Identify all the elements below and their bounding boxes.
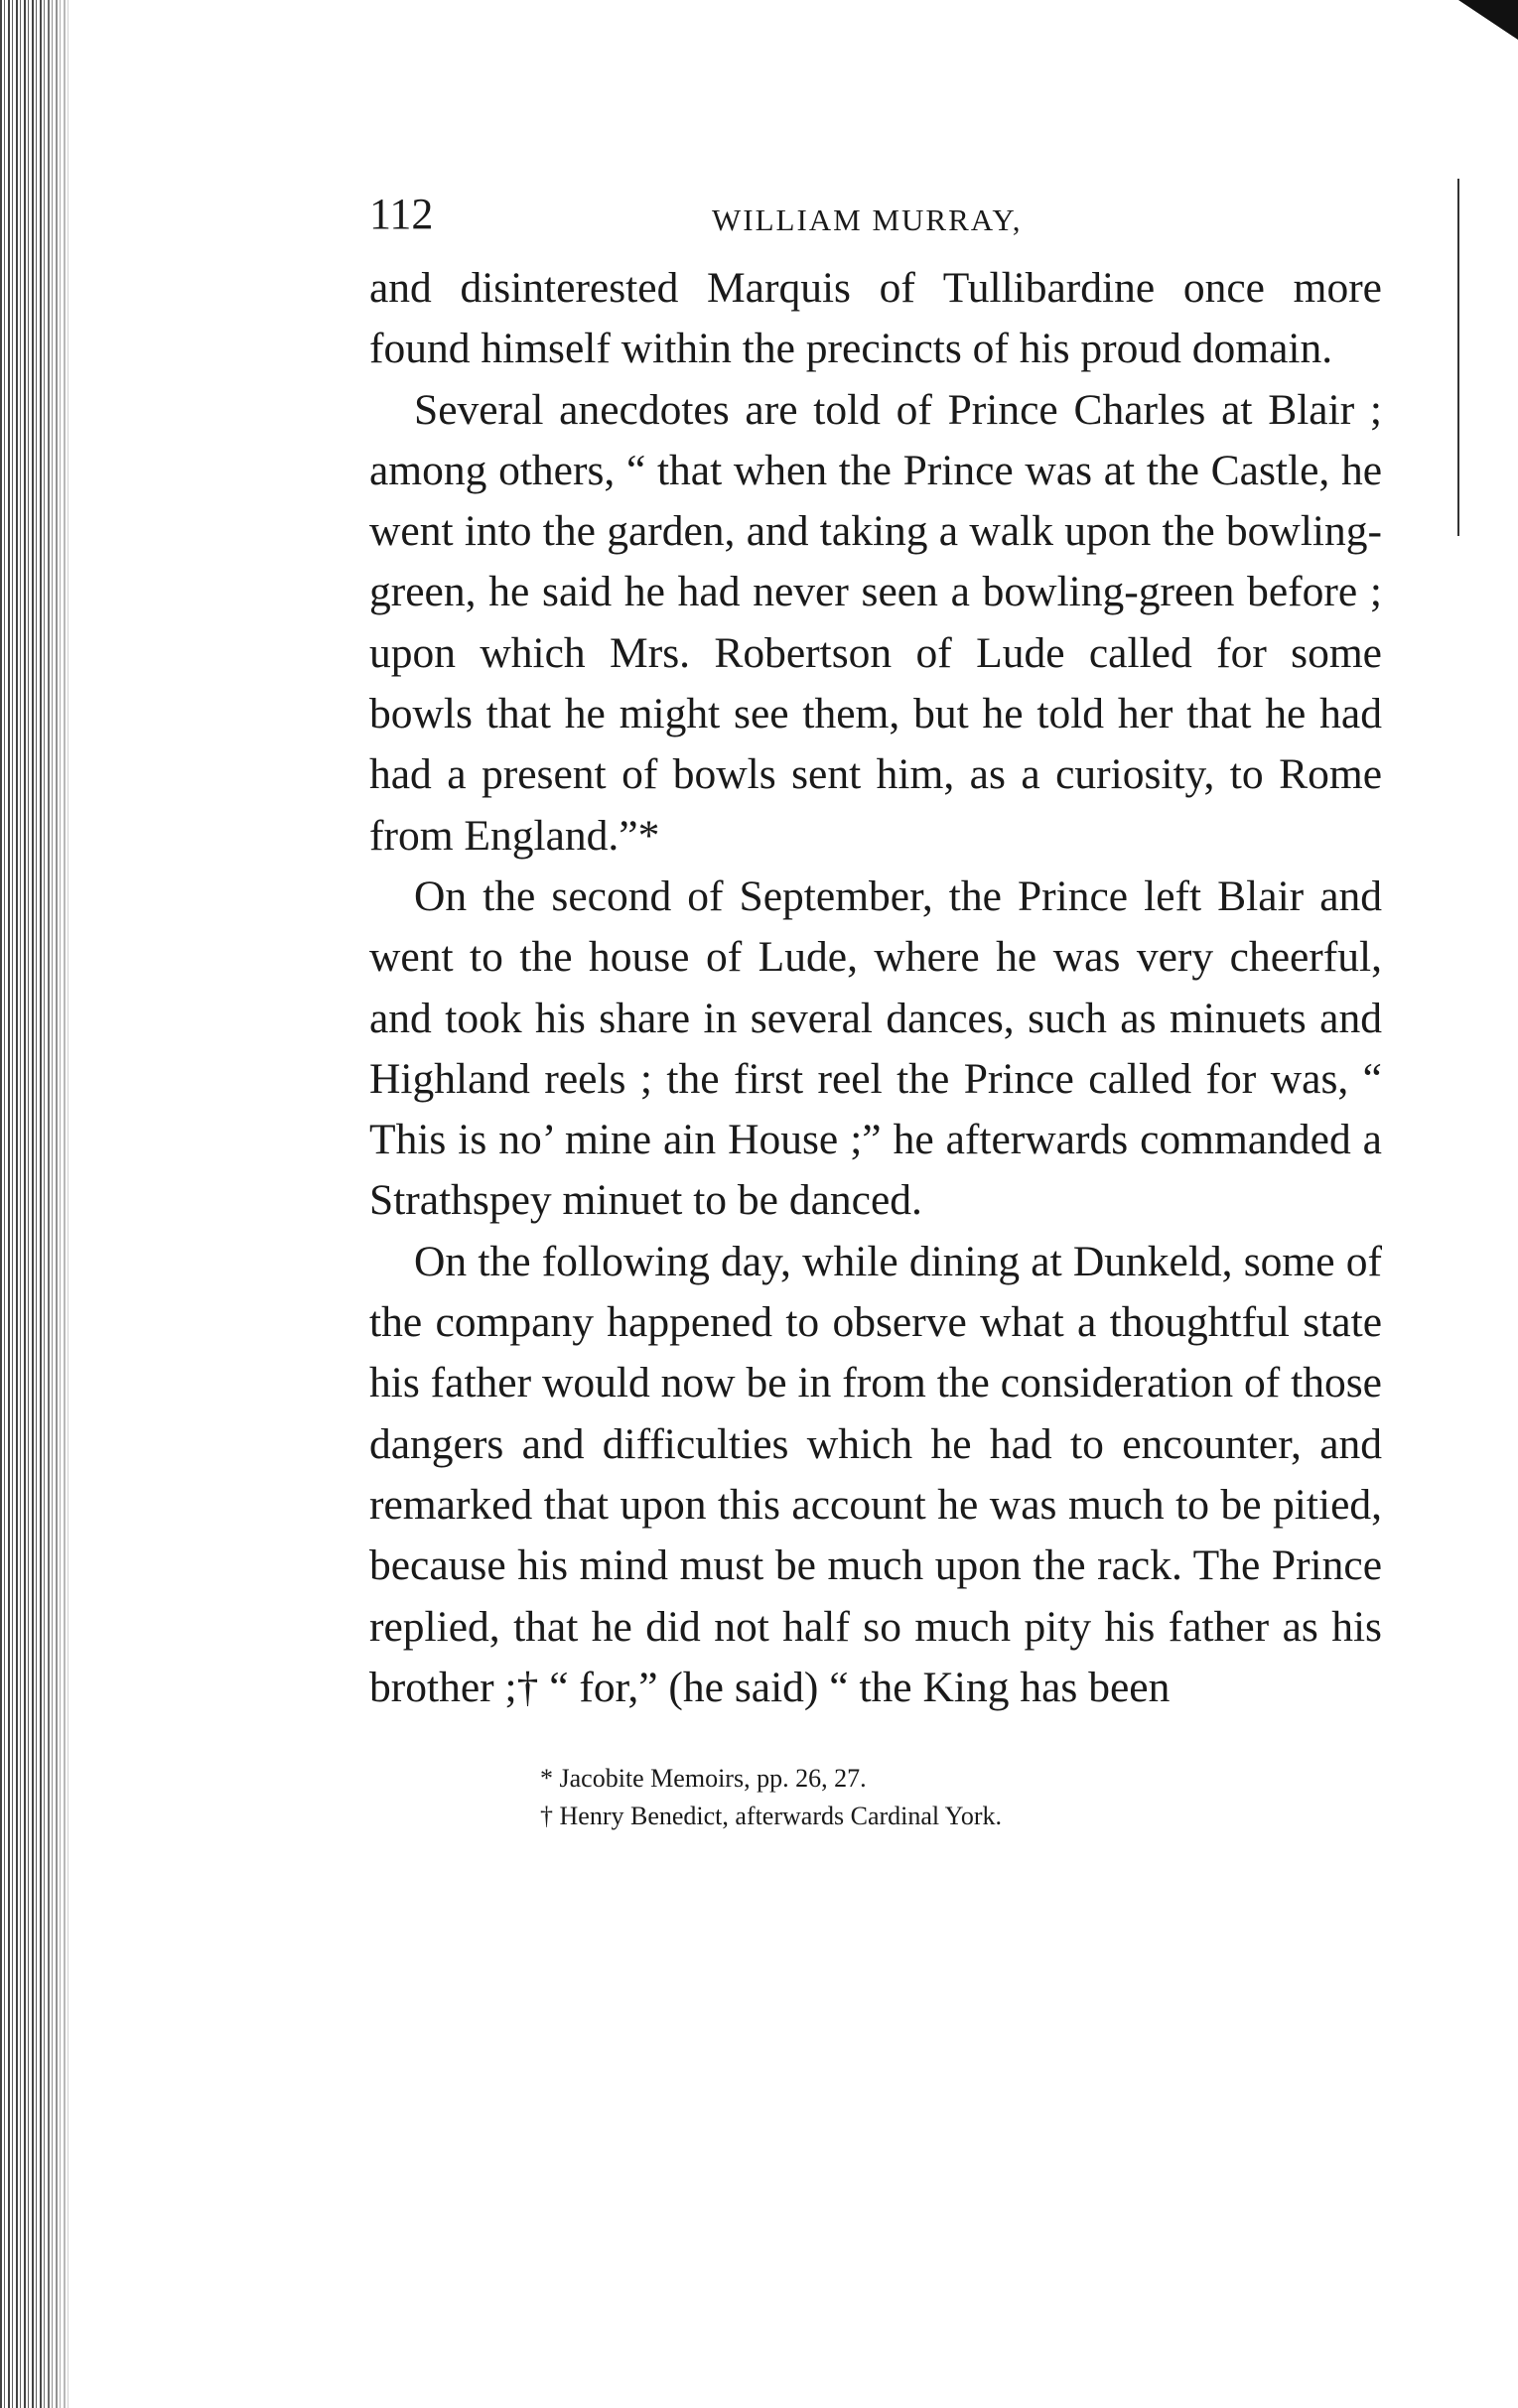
paragraph-anecdotes: Several anecdotes are told of Prince Charles at Blair ; among others, “ that when the Prince was at the Castle, he went into the garden, and taking a walk upon the bowling-green, he said he had never seen a bowling-green before ; upon which Mrs. Robertson of Lude called for some bowls that he might see them, but he told her that he had had a present of bowls sent him, as a curiosity, to Rome from England.”*	[369, 385, 1382, 860]
paragraph-continuation: and disinterested Marquis of Tullibardine once more found himself within the precincts of his proud domain.	[369, 264, 1382, 373]
page-number: 112	[369, 190, 434, 238]
book-page	[369, 189, 1382, 1835]
running-title: WILLIAM MURRAY,	[712, 202, 1023, 237]
running-head	[369, 189, 1382, 258]
footnotes	[540, 1760, 1382, 1835]
footnote-1: * Jacobite Memoirs, pp. 26, 27.	[540, 1764, 867, 1794]
paragraph-dunkeld: On the following day, while dining at Dunkeld, some of the company happened to observe what a thoughtful state his father would now be in from the consideration of those dangers and difficulties which he had to encounter, and remarked that upon this account he was much to be pitied, because his mind must be much upon the rack. The Prince replied, that he did not half so much pity his father as his brother ;† “ for,” (he said) “ the King has been	[369, 1237, 1382, 1711]
paragraph-september: On the second of September, the Prince left Blair and went to the house of Lude, where he was very cheerful, and took his share in several dances, such as minuets and Highland reels ; the first reel the Prince called for was, “ This is no’ mine ain House ;” he afterwards commanded a Strathspey minuet to be danced.	[369, 871, 1382, 1225]
body-text	[369, 258, 1382, 1718]
footnote-2: † Henry Benedict, afterwards Cardinal York.	[540, 1802, 1002, 1831]
corner-mark	[1458, 0, 1518, 40]
page-edge-rule	[1457, 179, 1459, 536]
binding-shadow	[40, 0, 79, 2408]
